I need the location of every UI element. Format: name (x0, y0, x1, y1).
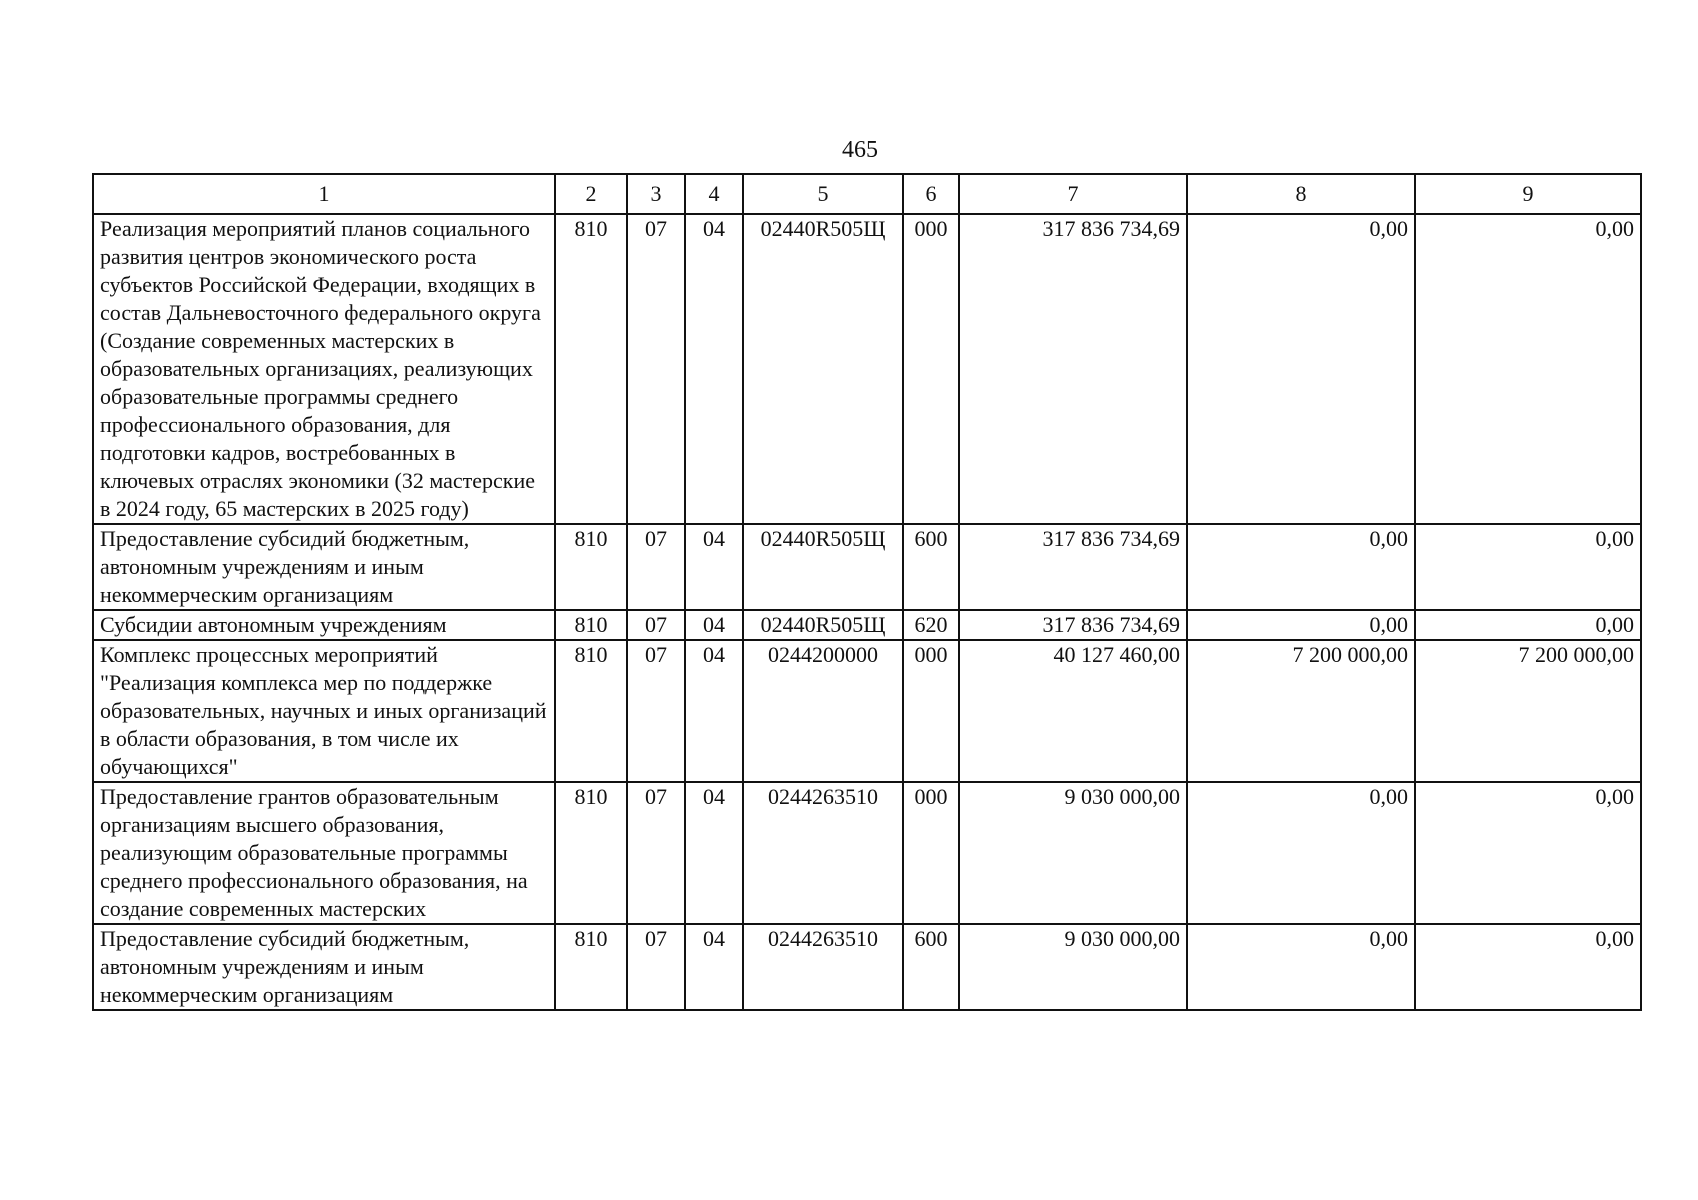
target-article-code: 0244263510 (743, 924, 903, 1010)
table-row (93, 610, 1641, 640)
section-code: 07 (627, 524, 685, 610)
table-row (93, 640, 1641, 782)
section-code: 07 (627, 782, 685, 924)
expense-type-code: 000 (903, 782, 959, 924)
amount-col-7: 40 127 460,00 (959, 640, 1187, 782)
subsection-code: 04 (685, 782, 743, 924)
section-code: 07 (627, 610, 685, 640)
page-number: 465 (842, 137, 878, 163)
table-row (93, 524, 1641, 610)
amount-col-7: 317 836 734,69 (959, 524, 1187, 610)
header-cell-1: 1 (93, 174, 555, 214)
header-cell-4: 4 (685, 174, 743, 214)
section-code: 07 (627, 640, 685, 782)
amount-col-9: 0,00 (1415, 214, 1641, 524)
target-article-code: 0244263510 (743, 782, 903, 924)
table-row (93, 214, 1641, 524)
admin-code: 810 (555, 214, 627, 524)
amount-col-9: 0,00 (1415, 610, 1641, 640)
target-article-code: 02440R505Щ (743, 214, 903, 524)
header-cell-7: 7 (959, 174, 1187, 214)
section-code: 07 (627, 214, 685, 524)
target-article-code: 02440R505Щ (743, 610, 903, 640)
row-name: Предоставление грантов образовательным организациям высшего образования, реализующим образовательные программы среднего профессионального образования, на создание современных мастерских (93, 782, 555, 924)
header-cell-5: 5 (743, 174, 903, 214)
row-name: Реализация мероприятий планов социального развития центров экономического роста субъектов Российской Федерации, входящих в состав Дальневосточного федерального округа (Создание современных мастерских в образовательных организациях, реализующих образовательные программы среднего профессионального образования, для подготовки кадров, востребованных в ключевых отраслях экономики (32 мастерские в 2024 году, 65 мастерских в 2025 году) (93, 214, 555, 524)
amount-col-8: 0,00 (1187, 524, 1415, 610)
amount-col-7: 9 030 000,00 (959, 924, 1187, 1010)
header-row (93, 174, 1641, 214)
amount-col-7: 9 030 000,00 (959, 782, 1187, 924)
admin-code: 810 (555, 640, 627, 782)
amount-col-8: 0,00 (1187, 782, 1415, 924)
header-cell-9: 9 (1415, 174, 1641, 214)
expense-type-code: 620 (903, 610, 959, 640)
table-row (93, 924, 1641, 1010)
table-row (93, 782, 1641, 924)
expense-type-code: 600 (903, 524, 959, 610)
amount-col-9: 7 200 000,00 (1415, 640, 1641, 782)
budget-table (92, 173, 1642, 1011)
amount-col-8: 0,00 (1187, 214, 1415, 524)
admin-code: 810 (555, 610, 627, 640)
subsection-code: 04 (685, 214, 743, 524)
row-name: Субсидии автономным учреждениям (93, 610, 555, 640)
header-cell-3: 3 (627, 174, 685, 214)
amount-col-7: 317 836 734,69 (959, 214, 1187, 524)
amount-col-9: 0,00 (1415, 924, 1641, 1010)
header-cell-2: 2 (555, 174, 627, 214)
amount-col-8: 0,00 (1187, 610, 1415, 640)
amount-col-8: 7 200 000,00 (1187, 640, 1415, 782)
subsection-code: 04 (685, 924, 743, 1010)
admin-code: 810 (555, 782, 627, 924)
amount-col-8: 0,00 (1187, 924, 1415, 1010)
header-cell-8: 8 (1187, 174, 1415, 214)
amount-col-7: 317 836 734,69 (959, 610, 1187, 640)
expense-type-code: 000 (903, 214, 959, 524)
subsection-code: 04 (685, 640, 743, 782)
row-name: Комплекс процессных мероприятий "Реализация комплекса мер по поддержке образовательных, научных и иных организаций в области образования, в том числе их обучающихся" (93, 640, 555, 782)
header-cell-6: 6 (903, 174, 959, 214)
row-name: Предоставление субсидий бюджетным, автономным учреждениям и иным некоммерческим организациям (93, 924, 555, 1010)
subsection-code: 04 (685, 610, 743, 640)
amount-col-9: 0,00 (1415, 524, 1641, 610)
admin-code: 810 (555, 524, 627, 610)
target-article-code: 0244200000 (743, 640, 903, 782)
section-code: 07 (627, 924, 685, 1010)
amount-col-9: 0,00 (1415, 782, 1641, 924)
expense-type-code: 000 (903, 640, 959, 782)
admin-code: 810 (555, 924, 627, 1010)
target-article-code: 02440R505Щ (743, 524, 903, 610)
expense-type-code: 600 (903, 924, 959, 1010)
subsection-code: 04 (685, 524, 743, 610)
row-name: Предоставление субсидий бюджетным, автономным учреждениям и иным некоммерческим организациям (93, 524, 555, 610)
